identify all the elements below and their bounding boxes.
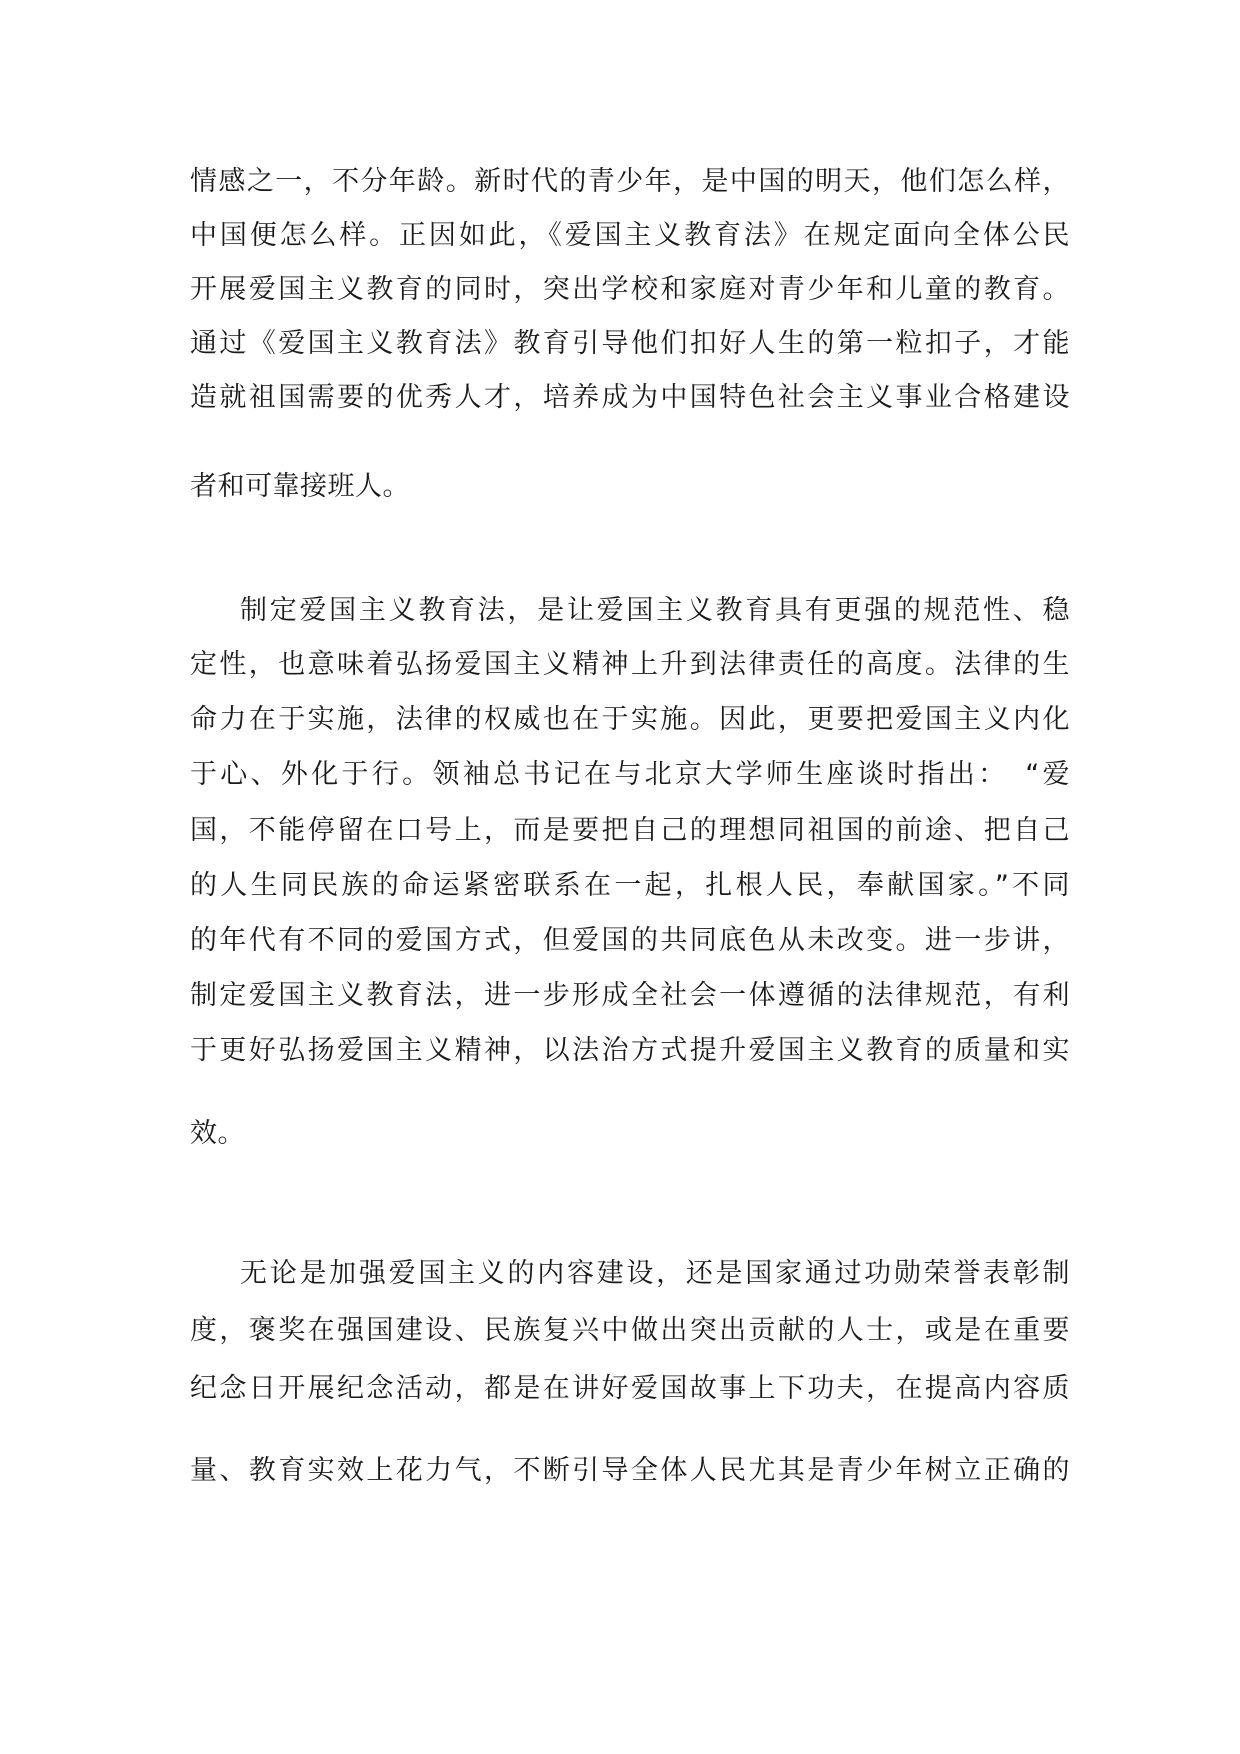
paragraph-2-line-5: 国，不能停留在口号上，而是要把自己的理想同祖国的前途、把自己 bbox=[190, 815, 1070, 846]
paragraph-2-line-9: 于更好弘扬爱国主义精神，以法治方式提升爱国主义教育的质量和实 bbox=[190, 1035, 1070, 1066]
paragraph-2-line-3: 命力在于实施，法律的权威也在于实施。因此，更要把爱国主义内化 bbox=[190, 704, 1070, 735]
paragraph-2-line-8: 制定爱国主义教育法，进一步形成全社会一体遵循的法律规范，有利 bbox=[190, 980, 1070, 1011]
paragraph-3-line-1: 无论是加强爱国主义的内容建设，还是国家通过功勋荣誉表彰制 bbox=[240, 1258, 1070, 1289]
paragraph-3-line-3: 纪念日开展纪念活动，都是在讲好爱国故事上下功夫，在提高内容质 bbox=[190, 1373, 1070, 1404]
paragraph-1-line-4: 通过《爱国主义教育法》教育引导他们扣好人生的第一粒扣子，才能 bbox=[190, 328, 1070, 359]
paragraph-2-line-10: 效。 bbox=[190, 1118, 245, 1149]
paragraph-3-line-4: 量、教育实效上花力气，不断引导全体人民尤其是青少年树立正确的 bbox=[190, 1455, 1070, 1486]
paragraph-2-line-1: 制定爱国主义教育法，是让爱国主义教育具有更强的规范性、稳 bbox=[240, 595, 1070, 626]
paragraph-2-line-7: 的年代有不同的爱国方式，但爱国的共同底色从未改变。进一步讲， bbox=[190, 925, 1070, 956]
paragraph-1-line-2: 中国便怎么样。正因如此，《爱国主义教育法》在规定面向全体公民 bbox=[190, 220, 1070, 251]
paragraph-1-line-6: 者和可靠接班人。 bbox=[190, 471, 410, 502]
paragraph-2-line-6: 的人生同民族的命运紧密联系在一起，扎根人民，奉献国家。”不同 bbox=[190, 870, 1070, 901]
paragraph-1-line-5: 造就祖国需要的优秀人才，培养成为中国特色社会主义事业合格建设 bbox=[190, 382, 1070, 413]
paragraph-1-line-3: 开展爱国主义教育的同时，突出学校和家庭对青少年和儿童的教育。 bbox=[190, 274, 1070, 305]
paragraph-2-line-4: 于心、外化于行。领袖总书记在与北京大学师生座谈时指出： “爱 bbox=[190, 759, 1070, 790]
paragraph-1-line-1: 情感之一，不分年龄。新时代的青少年，是中国的明天，他们怎么样， bbox=[190, 166, 1070, 197]
paragraph-3-line-2: 度，褒奖在强国建设、民族复兴中做出突出贡献的人士，或是在重要 bbox=[190, 1315, 1070, 1346]
paragraph-2-line-2: 定性，也意味着弘扬爱国主义精神上升到法律责任的高度。法律的生 bbox=[190, 649, 1070, 680]
